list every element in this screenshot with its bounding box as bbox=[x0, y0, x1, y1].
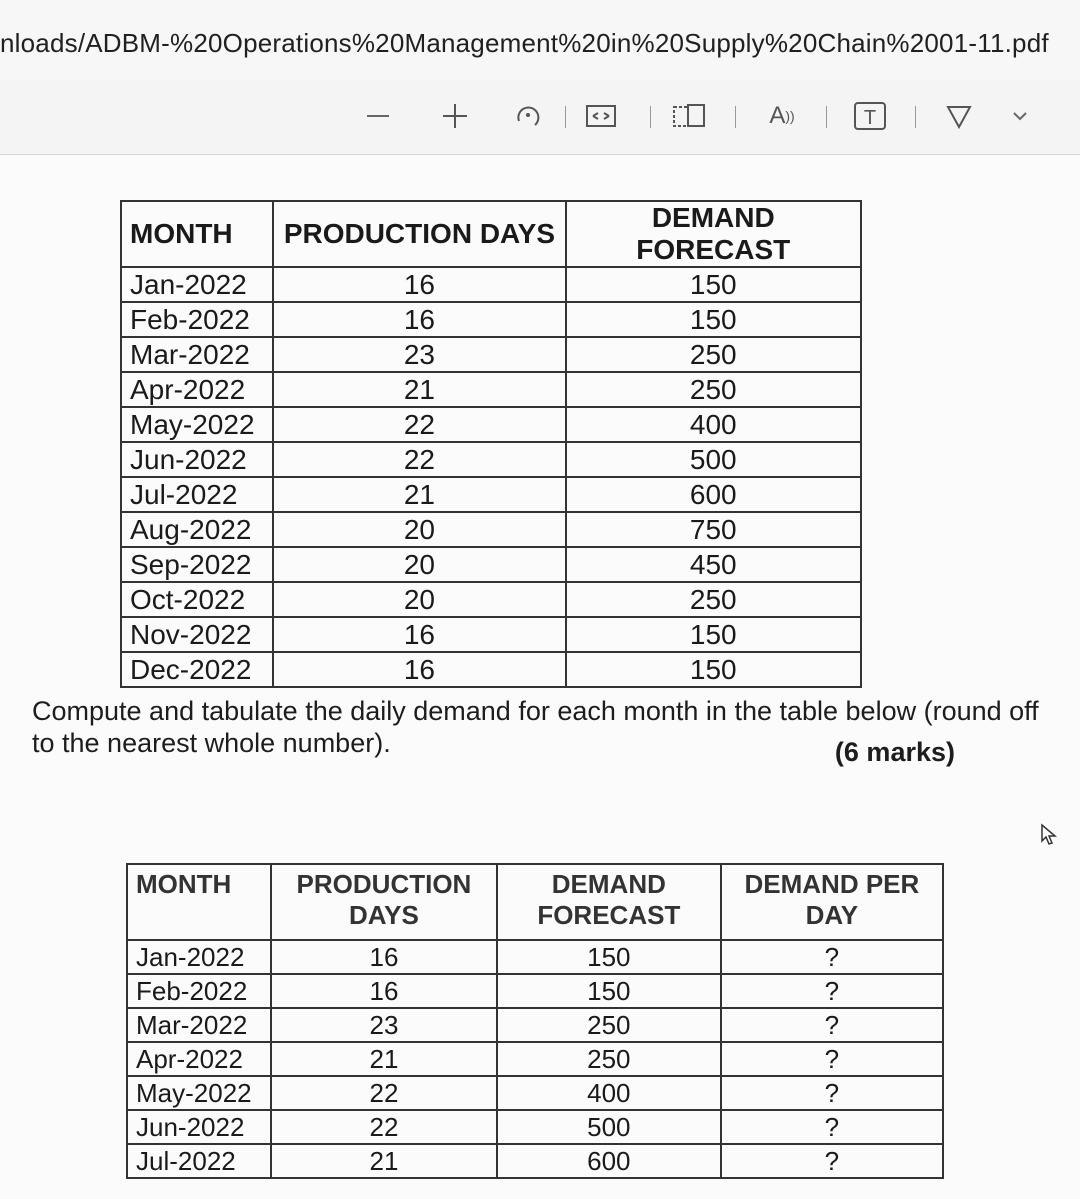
minus-icon[interactable] bbox=[366, 100, 390, 132]
header-production-days: PRODUCTION DAYS bbox=[273, 201, 565, 267]
month-cell: Jul-2022 bbox=[127, 1144, 271, 1178]
table-row bbox=[127, 1076, 943, 1110]
page-view-icon[interactable] bbox=[672, 100, 706, 132]
draw-icon[interactable] bbox=[942, 100, 976, 132]
read-aloud-label: A bbox=[769, 102, 786, 129]
rotate-icon[interactable] bbox=[512, 100, 544, 132]
question-text: Compute and tabulate the daily demand for each month in the table below (round off to the nearest whole number). bbox=[32, 696, 1039, 758]
daily-demand-table bbox=[126, 863, 944, 1179]
text-label: T bbox=[863, 107, 877, 129]
month-cell: Apr-2022 bbox=[127, 1042, 271, 1076]
month-cell: Sep-2022 bbox=[121, 547, 273, 582]
table-row bbox=[121, 407, 861, 442]
demand-cell: 150 bbox=[566, 267, 861, 302]
pdf-toolbar bbox=[0, 80, 1080, 155]
table-row bbox=[127, 1144, 943, 1178]
table-row bbox=[127, 1008, 943, 1042]
demand-cell: 400 bbox=[497, 1076, 721, 1110]
demand-cell: 150 bbox=[497, 940, 721, 974]
demand-per-day-cell: ? bbox=[721, 1042, 943, 1076]
plus-icon[interactable] bbox=[440, 100, 470, 132]
month-cell: Nov-2022 bbox=[121, 617, 273, 652]
demand-per-day-cell: ? bbox=[721, 940, 943, 974]
production-days-cell: 21 bbox=[273, 477, 565, 512]
production-days-cell: 21 bbox=[271, 1144, 497, 1178]
production-days-cell: 22 bbox=[271, 1076, 497, 1110]
production-days-cell: 21 bbox=[271, 1042, 497, 1076]
demand-cell: 150 bbox=[497, 974, 721, 1008]
production-days-cell: 16 bbox=[273, 267, 565, 302]
header-month: MONTH bbox=[127, 864, 271, 940]
header-demand-forecast: DEMAND FORECAST bbox=[566, 201, 861, 267]
month-cell: Oct-2022 bbox=[121, 582, 273, 617]
table-row bbox=[121, 337, 861, 372]
table-row bbox=[127, 1042, 943, 1076]
demand-cell: 600 bbox=[566, 477, 861, 512]
header-production-days: PRODUCTION DAYS bbox=[271, 864, 497, 940]
table-header-row bbox=[127, 864, 943, 940]
table-row bbox=[121, 582, 861, 617]
production-days-cell: 21 bbox=[273, 372, 565, 407]
chevron-down-icon[interactable] bbox=[1008, 100, 1032, 132]
demand-per-day-cell: ? bbox=[721, 1144, 943, 1178]
demand-cell: 500 bbox=[566, 442, 861, 477]
demand-cell: 250 bbox=[566, 582, 861, 617]
table-header-row bbox=[121, 201, 861, 267]
table-row bbox=[121, 652, 861, 687]
demand-per-day-cell: ? bbox=[721, 974, 943, 1008]
production-days-cell: 23 bbox=[273, 337, 565, 372]
month-cell: May-2022 bbox=[121, 407, 273, 442]
production-days-cell: 16 bbox=[273, 652, 565, 687]
table-row bbox=[127, 940, 943, 974]
table-row bbox=[121, 267, 861, 302]
table-row bbox=[127, 974, 943, 1008]
month-cell: Feb-2022 bbox=[121, 302, 273, 337]
demand-cell: 150 bbox=[566, 652, 861, 687]
marks-label: (6 marks) bbox=[834, 737, 955, 767]
month-cell: Jan-2022 bbox=[121, 267, 273, 302]
month-cell: Apr-2022 bbox=[121, 372, 273, 407]
month-cell: May-2022 bbox=[127, 1076, 271, 1110]
month-cell: Dec-2022 bbox=[121, 652, 273, 687]
demand-cell: 150 bbox=[566, 302, 861, 337]
production-days-cell: 22 bbox=[273, 407, 565, 442]
demand-per-day-cell: ? bbox=[721, 1008, 943, 1042]
table-row bbox=[121, 302, 861, 337]
month-cell: Jan-2022 bbox=[127, 940, 271, 974]
table-row bbox=[121, 512, 861, 547]
production-days-cell: 20 bbox=[273, 582, 565, 617]
table-row bbox=[121, 547, 861, 582]
demand-cell: 250 bbox=[497, 1008, 721, 1042]
production-days-cell: 22 bbox=[271, 1110, 497, 1144]
read-aloud-icon[interactable]: A )) bbox=[769, 102, 795, 129]
table-row bbox=[127, 1110, 943, 1144]
address-bar[interactable] bbox=[0, 0, 1080, 81]
month-cell: Mar-2022 bbox=[127, 1008, 271, 1042]
production-days-cell: 16 bbox=[273, 302, 565, 337]
production-days-cell: 20 bbox=[273, 512, 565, 547]
month-cell: Mar-2022 bbox=[121, 337, 273, 372]
demand-cell: 450 bbox=[566, 547, 861, 582]
demand-per-day-cell: ? bbox=[721, 1110, 943, 1144]
demand-cell: 500 bbox=[497, 1110, 721, 1144]
demand-cell: 600 bbox=[497, 1144, 721, 1178]
demand-cell: 250 bbox=[566, 337, 861, 372]
fit-page-icon[interactable] bbox=[585, 100, 617, 132]
production-days-cell: 23 bbox=[271, 1008, 497, 1042]
production-days-cell: 16 bbox=[271, 974, 497, 1008]
production-table bbox=[120, 200, 862, 688]
month-cell: Jul-2022 bbox=[121, 477, 273, 512]
header-month: MONTH bbox=[121, 201, 273, 267]
month-cell: Feb-2022 bbox=[127, 974, 271, 1008]
production-days-cell: 16 bbox=[271, 940, 497, 974]
month-cell: Aug-2022 bbox=[121, 512, 273, 547]
month-cell: Jun-2022 bbox=[127, 1110, 271, 1144]
pdf-page bbox=[0, 155, 1080, 1199]
demand-cell: 150 bbox=[566, 617, 861, 652]
header-demand-per-day: DEMAND PER DAY bbox=[721, 864, 943, 940]
url-text[interactable]: nloads/ADBM-%20Operations%20Management%20in%20Supply%20Chain%2001-11.pdf bbox=[0, 28, 1049, 58]
demand-cell: 750 bbox=[566, 512, 861, 547]
production-days-cell: 20 bbox=[273, 547, 565, 582]
header-demand-forecast: DEMAND FORECAST bbox=[497, 864, 721, 940]
demand-cell: 250 bbox=[497, 1042, 721, 1076]
mouse-cursor-icon bbox=[1038, 823, 1058, 847]
month-cell: Jun-2022 bbox=[121, 442, 273, 477]
production-days-cell: 16 bbox=[273, 617, 565, 652]
table-row bbox=[121, 372, 861, 407]
table-row bbox=[121, 617, 861, 652]
table-row bbox=[121, 477, 861, 512]
demand-cell: 250 bbox=[566, 372, 861, 407]
demand-per-day-cell: ? bbox=[721, 1076, 943, 1110]
text-icon[interactable] bbox=[853, 100, 887, 132]
table-row bbox=[121, 442, 861, 477]
demand-cell: 400 bbox=[566, 407, 861, 442]
production-days-cell: 22 bbox=[273, 442, 565, 477]
